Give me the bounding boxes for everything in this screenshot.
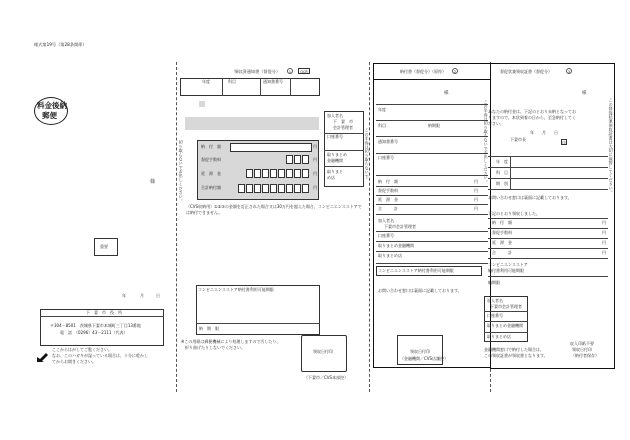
right-b-stamp-label: 収入印紙不要 (570, 341, 594, 346)
middle-yen-2: 円 (313, 157, 317, 162)
right-a-yen-1: 円 (474, 179, 478, 184)
right-a-stamp-sub: （金融機関／CVS店舗控） (400, 356, 449, 361)
right-a-yen-3: 円 (474, 197, 478, 202)
note-line2: なお、このハガキが湿っている場合は、十分に乾かし (52, 353, 148, 358)
right-b-bottom-1: 金融機関窓口で納付した場合は、 (484, 347, 544, 352)
right-b-vertical: この督促状兼領収証書は大切に保管してください。 (608, 98, 614, 195)
right-b-bank-2: 取りまとめ店 (487, 334, 511, 339)
sender-tel: 電 話 （0296）43－2111（代表） (60, 330, 128, 335)
right-b-tokusoku: 督促手数料 (492, 230, 512, 235)
right-b-date: 年 月 日 (530, 130, 558, 135)
right-b-bottom-2: この領収証書が領収書となります。 (484, 353, 548, 358)
middle-title: 領収済通知書（督促分） (234, 69, 281, 74)
middle-vertical-right: この半券は切り取らないで (364, 128, 370, 179)
middle-receiver-3: 会計管理者 (333, 125, 353, 130)
right-a-bank-1: 取りまとめ金融機関 (378, 243, 414, 248)
right-b-yen-2: 円 (602, 230, 606, 235)
middle-bank-2: 金融機関 (327, 158, 343, 163)
middle-col-subject: 科目 (228, 79, 236, 84)
right-b-seal: 印 (562, 141, 566, 145)
right-b-cvs-2: 納付書利用可能期限 (488, 268, 524, 273)
middle-vertical-note: 切り取らないでお出しください。 (178, 140, 184, 203)
middle-foot-note-1: ※この用紙は郵便機械により処理しますので汚したり、 (181, 339, 281, 344)
right-b-title: 督促状兼領収証書（督促分） (500, 69, 552, 74)
middle-deadline-label: 納 期 限 (199, 326, 219, 331)
middle-label-nofu: 納 付 額 (201, 144, 221, 149)
middle-cvs-note: （CVS収納用）①②③の金額を訂正された場合又は30万円を超えた場合、コンビニエンスストアで (186, 204, 362, 209)
right-a-vertical: この半券は切り取らないでお出しください。 (483, 100, 489, 184)
important-label: 重要 (100, 244, 108, 249)
postage-stamp-line2: 郵便 (42, 111, 57, 120)
right-a-account-2: 口座番号 (378, 233, 394, 238)
right-a-receiver-2: 下妻市会計管理者 (384, 224, 416, 229)
right-a-col-3: 通知書番号 (378, 139, 398, 144)
middle-account-label: 口座番号 (327, 134, 343, 139)
right-b-receiver-1: 加入者名 (487, 298, 503, 303)
right-b-msg-1: あなたの納付金は、下記のとおり未納となってお (488, 109, 576, 114)
right-b-col-3: 期 別 (496, 181, 508, 186)
right-b-sama: 様 (582, 91, 587, 96)
right-b-yen-4: 円 (602, 250, 606, 255)
right-a-account: 口座番号 (378, 155, 394, 160)
date-month: 月 (140, 293, 144, 298)
right-a-yen-2: 円 (474, 188, 478, 193)
middle-label-tokusoku: 督促手数料 (201, 157, 221, 162)
middle-yen-3: 円 (313, 171, 317, 176)
right-a-border (373, 63, 491, 368)
form-id: 様式第19号（第28条関係） (34, 42, 87, 47)
sender-title: 下 妻 市 役 所 (86, 310, 122, 315)
gray-mark (199, 101, 205, 107)
middle-col-number: 通知書番号 (263, 79, 283, 84)
fold-line-left (176, 62, 177, 392)
right-a-stamp-label: 領収日付印 (410, 349, 430, 354)
right-a-receiver-1: 加入者名 (378, 218, 394, 223)
middle-stamp-sub: （下妻市／CVS本部控） (304, 375, 349, 380)
middle-yen-1: 円 (313, 144, 317, 149)
right-b-yen-1: 円 (602, 220, 606, 225)
postage-stamp-line1: 料金後納 (37, 101, 67, 110)
arrow-icon (36, 348, 48, 358)
right-b-issuer: 下妻市長 (510, 137, 526, 142)
right-b-account: 口座番号 (487, 313, 503, 318)
right-b-col-2: 科 目 (496, 170, 508, 175)
right-a-sama: 様 (444, 91, 449, 96)
right-b-deadline: 納期限 (488, 280, 500, 285)
ocr-box: OCR (298, 68, 310, 74)
middle-col-year: 年度 (202, 79, 210, 84)
right-b-cvs-1: コンビニエンスストア (488, 262, 528, 267)
note-line1: ここからはがしてご覧ください。 (52, 347, 112, 352)
addressee-suffix: 様 (150, 179, 156, 185)
middle-receiver-1: 加入者名 (327, 113, 343, 118)
right-b-gokei: 合 計 (492, 250, 512, 255)
right-b-stamp-sub: 領収日付印 (572, 347, 592, 352)
middle-bank-4: め店 (327, 175, 335, 180)
right-b-circle: 3 (567, 70, 571, 74)
fold-line-middle (369, 62, 370, 392)
right-a-col-1: 年度 (378, 107, 386, 112)
right-b-inquiry: お問い合わせ窓口は裏面に記載しております。 (488, 195, 572, 200)
middle-bank-3: 取りまと (327, 169, 343, 174)
middle-bank-1: 取りまとめ (327, 152, 347, 157)
right-a-inquiry: お問い合わせ窓口は裏面に記載しております。 (378, 288, 462, 293)
right-a-nofu: 納 付 額 (378, 179, 398, 184)
middle-label-entai: 延 滞 金 (201, 171, 221, 176)
right-a-circle: 2 (453, 70, 457, 74)
middle-label-gokei: 合計納付額 (201, 185, 221, 190)
date-year: 年 (122, 293, 126, 298)
right-a-tokusoku: 督促手数料 (378, 188, 398, 193)
right-a-yen-4: 円 (474, 206, 478, 211)
right-b-msg-3: ださい。 (488, 121, 504, 126)
note-line3: てからお開きください。 (52, 359, 96, 364)
right-b-bank-1: 取りまとめ金融機関 (487, 323, 523, 328)
right-a-col-2: 科目 (378, 123, 386, 128)
address-window (185, 117, 319, 130)
right-a-bank-2: 取りまとめ店 (378, 253, 402, 258)
right-a-title: 納付書（督促分）（原符） (400, 69, 446, 74)
sender-postal: 〒304－8501 茨城県下妻市本城町三丁目13番地 (50, 323, 141, 328)
right-b-receiver-2: 下妻市会計管理者 (490, 304, 522, 309)
date-day: 日 (156, 293, 160, 298)
middle-nofu-field (230, 143, 312, 152)
middle-cvs-box-title: コンビニエンスストア納付書利用可能期限 (198, 287, 274, 292)
middle-cvs-note-2: は納付できません。 (186, 210, 223, 215)
right-a-entai: 延 滞 金 (378, 197, 398, 202)
right-b-yen-3: 円 (602, 240, 606, 245)
middle-receiver-2: 下 妻 市 (333, 119, 353, 124)
right-b-stamp-sub2: （納付者保存） (571, 353, 599, 358)
right-b-col-1: 年 度 (496, 159, 508, 164)
middle-yen-4: 円 (313, 185, 317, 190)
middle-stamp-label: 領収日付印 (313, 349, 333, 354)
middle-header-table (180, 78, 320, 96)
right-b-nofu: 納 付 額 (492, 220, 512, 225)
right-b-entai: 延 滞 金 (492, 240, 512, 245)
right-a-deadline: 納期限 (428, 123, 440, 128)
right-b-receipt: 下記のとおり領収しました。 (488, 211, 540, 216)
right-a-gokei: 合 計 (378, 206, 398, 211)
right-b-msg-2: りますので、本状到着の日から、至急納付してく (488, 115, 576, 120)
circle-mark: 1 (288, 70, 292, 74)
middle-foot-note-2: 折り曲げたりしないでください。 (181, 345, 245, 350)
right-a-cvs-title: コンビニエンスストア納付書利用可能期限 (378, 268, 454, 273)
